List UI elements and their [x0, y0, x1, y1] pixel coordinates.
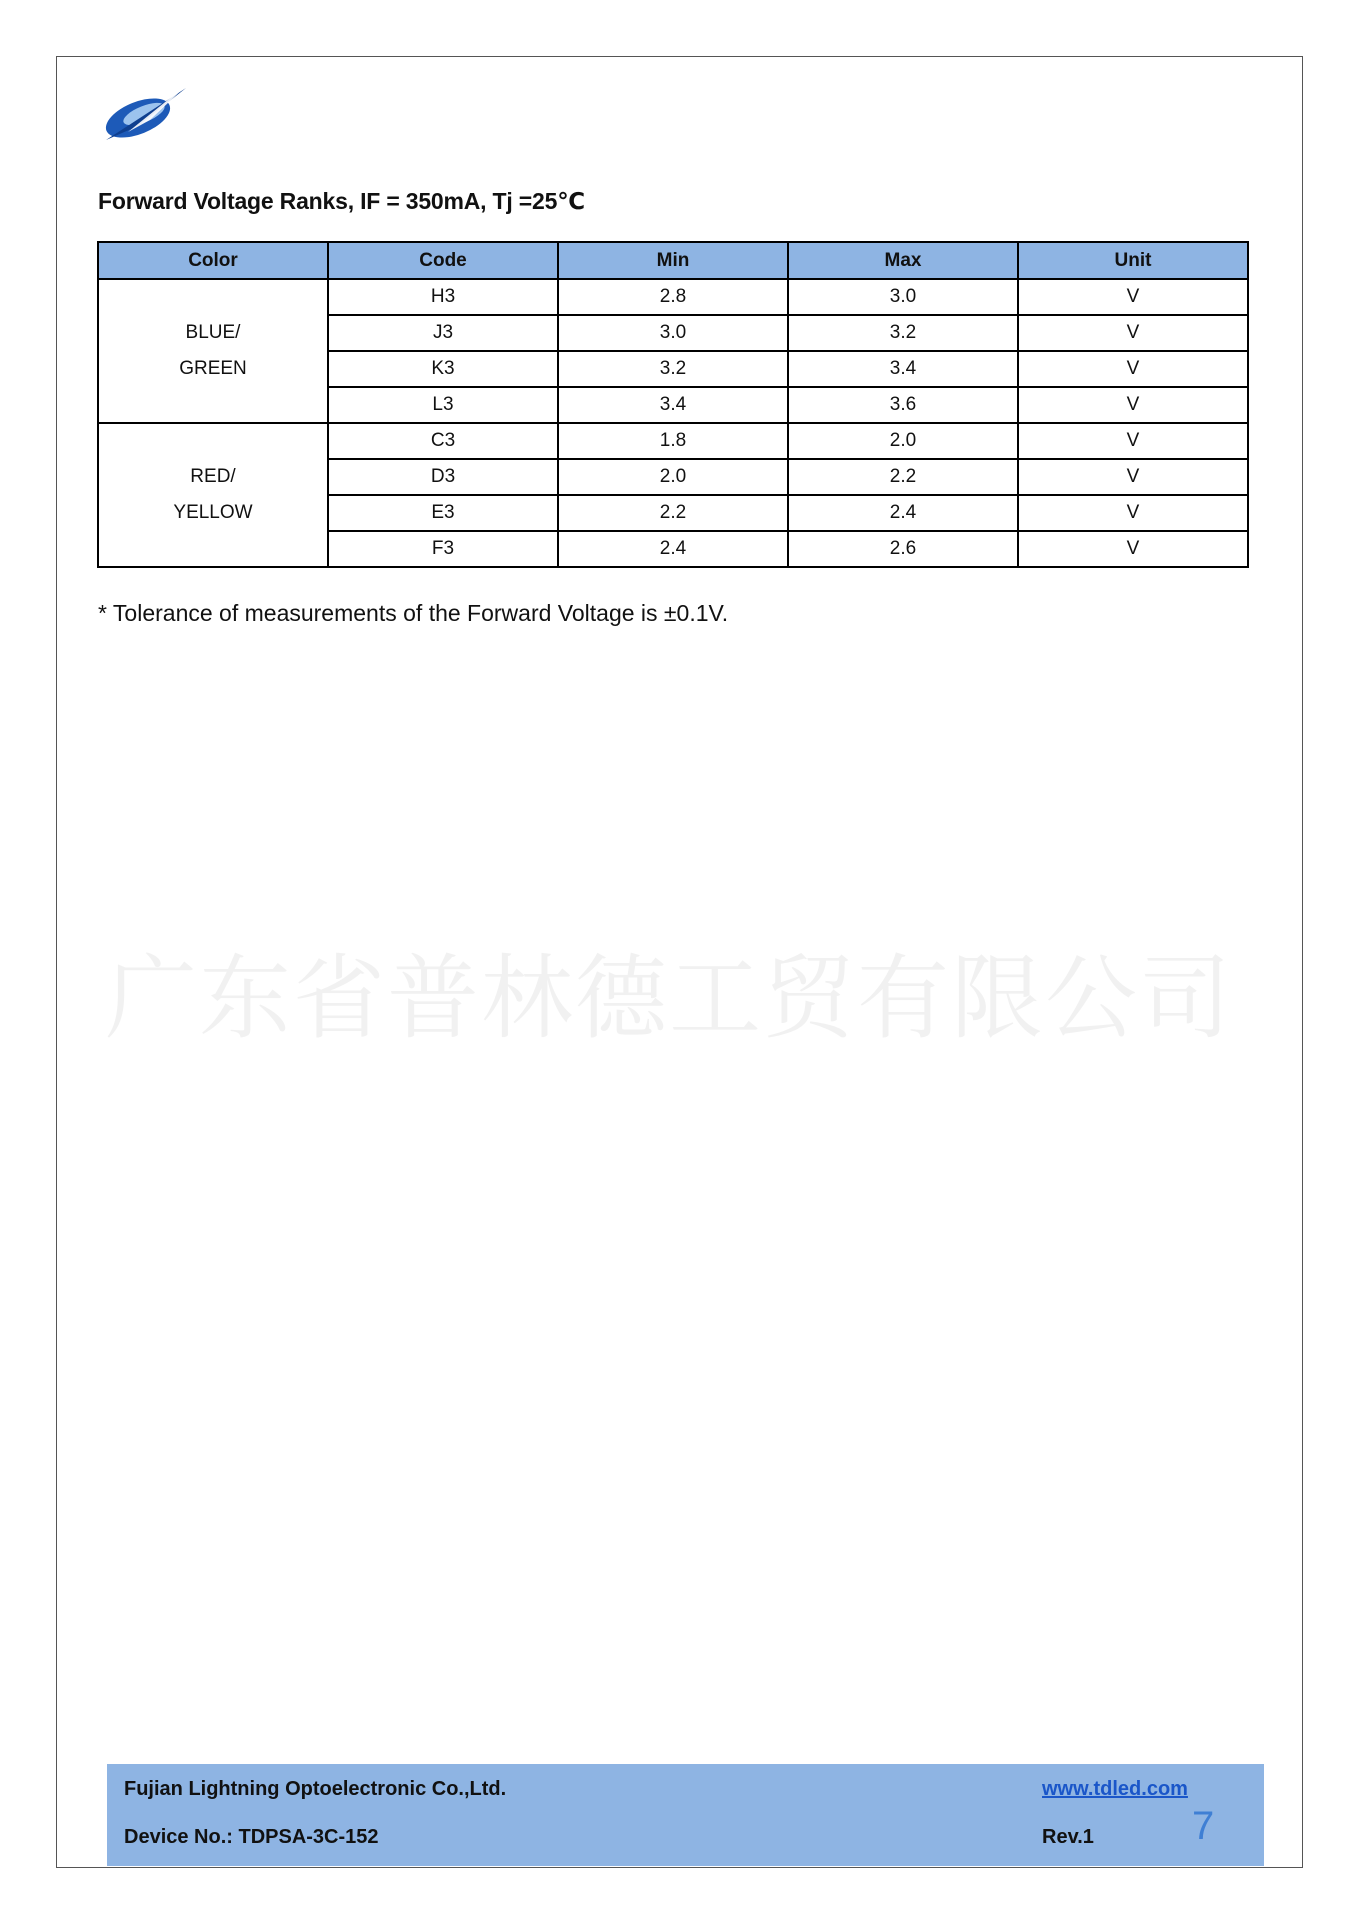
table-row — [98, 279, 1248, 315]
min-cell: 2.4 — [558, 531, 788, 567]
max-cell: 2.4 — [788, 495, 1018, 531]
min-cell: 2.0 — [558, 459, 788, 495]
header-max: Max — [788, 242, 1018, 279]
min-cell: 3.0 — [558, 315, 788, 351]
color-group-label: RED/ — [190, 466, 236, 487]
footer-revision: Rev.1 — [1042, 1826, 1094, 1848]
code-cell: F3 — [328, 531, 558, 567]
header-unit: Unit — [1018, 242, 1248, 279]
unit-cell: V — [1018, 279, 1248, 315]
unit-cell: V — [1018, 495, 1248, 531]
footer-device-number: Device No.: TDPSA-3C-152 — [124, 1826, 379, 1848]
header-code: Code — [328, 242, 558, 279]
footer-website-link[interactable]: www.tdled.com — [1042, 1778, 1188, 1800]
page-number: 7 — [1192, 1804, 1215, 1848]
table-header-row — [98, 242, 1248, 279]
max-cell: 3.6 — [788, 387, 1018, 423]
color-group-cell — [98, 423, 328, 567]
code-cell: H3 — [328, 279, 558, 315]
code-cell: C3 — [328, 423, 558, 459]
color-group-label: YELLOW — [173, 502, 253, 523]
unit-cell: V — [1018, 459, 1248, 495]
min-cell: 3.2 — [558, 351, 788, 387]
unit-cell: V — [1018, 423, 1248, 459]
min-cell: 1.8 — [558, 423, 788, 459]
min-cell: 2.2 — [558, 495, 788, 531]
forward-voltage-table — [97, 241, 1249, 568]
watermark: 广东省普林德工贸有限公司 — [105, 945, 1234, 1052]
company-logo — [98, 80, 218, 170]
min-cell: 3.4 — [558, 387, 788, 423]
table-row — [98, 423, 1248, 459]
max-cell: 3.2 — [788, 315, 1018, 351]
max-cell: 3.4 — [788, 351, 1018, 387]
max-cell: 2.0 — [788, 423, 1018, 459]
unit-cell: V — [1018, 387, 1248, 423]
tolerance-note: * Tolerance of measurements of the Forward Voltage is ±0.1V. — [98, 600, 729, 626]
code-cell: D3 — [328, 459, 558, 495]
color-group-cell — [98, 279, 328, 423]
unit-cell: V — [1018, 351, 1248, 387]
footer-bar — [107, 1764, 1264, 1866]
code-cell: K3 — [328, 351, 558, 387]
code-cell: L3 — [328, 387, 558, 423]
color-group-label: BLUE/ — [185, 322, 241, 343]
max-cell: 3.0 — [788, 279, 1018, 315]
code-cell: J3 — [328, 315, 558, 351]
color-group-label: GREEN — [179, 358, 247, 379]
unit-cell: V — [1018, 315, 1248, 351]
unit-cell: V — [1018, 531, 1248, 567]
min-cell: 2.8 — [558, 279, 788, 315]
header-min: Min — [558, 242, 788, 279]
header-color: Color — [98, 242, 328, 279]
footer-company: Fujian Lightning Optoelectronic Co.,Ltd. — [124, 1778, 507, 1800]
page-title: Forward Voltage Ranks, IF = 350mA, Tj =25℃ — [98, 188, 585, 214]
max-cell: 2.2 — [788, 459, 1018, 495]
code-cell: E3 — [328, 495, 558, 531]
max-cell: 2.6 — [788, 531, 1018, 567]
